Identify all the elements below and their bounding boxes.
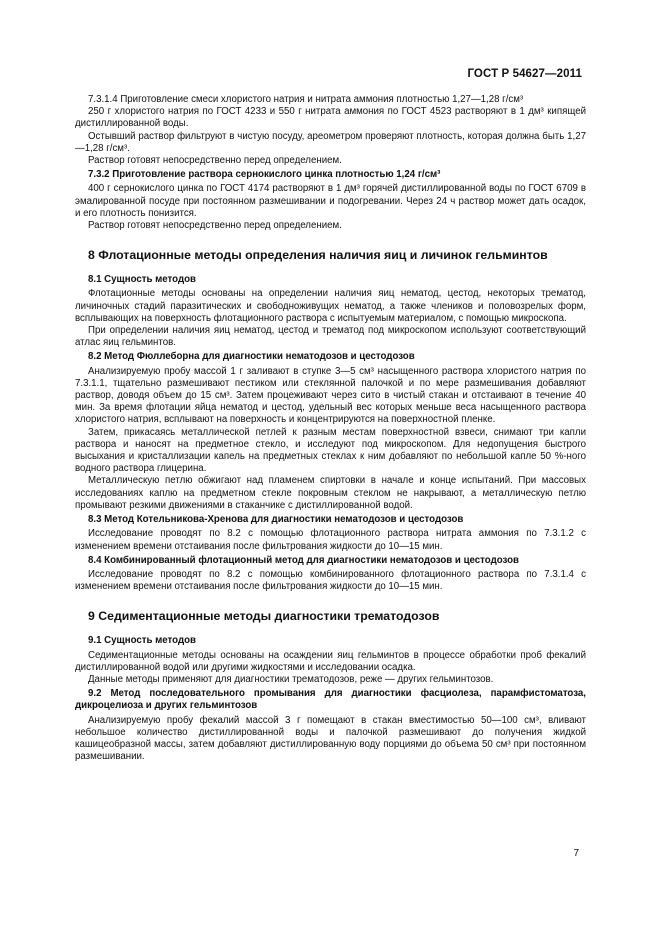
page-number: 7 <box>573 848 579 859</box>
paragraph: Флотационные методы основаны на определении наличия яиц нематод, цестод, некоторых трематод, личиночных стадий паразитических и свободноживущих нематод, а также члеников и половозрелых форм, всплывающих на поверхность флотационного раствора с испытуемым материалом, с помощью микроскопа. <box>75 288 586 324</box>
paragraph: 400 г сернокислого цинка по ГОСТ 4174 растворяют в 1 дм³ горячей дистиллированной воды по ГОСТ 6709 в эмалированной посуде при постоянном размешивании и подогревании. Через 24 ч раствор может дать осадок, и его плотность понизится. <box>75 183 586 219</box>
subsection-heading: 8.2 Метод Фюллеборна для диагностики нематодозов и цестодозов <box>88 351 415 363</box>
paragraph: 7.3.1.4 Приготовление смеси хлористого натрия и нитрата аммония плотностью 1,27—1,28 г/см³ <box>88 94 524 105</box>
paragraph: Исследование проводят по 8.2 с помощью флотационного раствора нитрата аммония по 7.3.1.2 с изменением времени отстаивания после фильтрования жидкости до 10—15 мин. <box>75 528 586 552</box>
paragraph: Исследование проводят по 8.2 с помощью комбинированного флотационного раствора по 7.3.1.4 с изменением времени отстаивания после фильтрования жидкости до 10—15 мин. <box>75 568 586 593</box>
subsection-heading: 8.3 Метод Котельникова-Хренова для диагностики нематодозов и цестодозов <box>88 514 464 526</box>
paragraph: Данные методы применяют для диагностики трематодозов, реже — других гельминтозов. <box>88 673 494 685</box>
section-heading: 9 Седиментационные методы диагностики трематодозов <box>88 609 440 624</box>
section-heading: 8 Флотационные методы определения наличия яиц и личинок гельминтов <box>88 248 548 263</box>
subsection-heading: 9.2 Метод последовательного промывания для диагностики фасциолеза, парамфистоматоза, дикроцелиоза и других гельминтозов <box>75 688 586 712</box>
paragraph: Раствор готовят непосредственно перед определением. <box>88 220 342 232</box>
document-header: ГОСТ Р 54627—2011 <box>467 68 582 80</box>
paragraph: Раствор готовят непосредственно перед определением. <box>88 155 342 167</box>
paragraph: Остывший раствор фильтруют в чистую посуду, ареометром проверяют плотность, которая должна быть 1,27—1,28 г/см³. <box>75 130 586 154</box>
paragraph: При определении наличия яиц нематод, цестод и трематод под микроскопом используют соответствующий атлас яиц гельминтов. <box>75 325 586 349</box>
subsection-heading: 9.1 Сущность методов <box>88 635 196 647</box>
paragraph: Седиментационные методы основаны на осаждении яиц гельминтов в процессе обработки проб фекалий дистиллированной водой или другими жидкостями и исследовании осадка. <box>75 649 586 673</box>
paragraph: Анализируемую пробу массой 1 г заливают в ступке 3—5 см³ насыщенного раствора хлористого натрия по 7.3.1.1, тщательно размешивают пестиком или стеклянной палочкой и по мере размешивания добавляют раствор, доводя объем до 15 см³. Затем процеживают через сито в чистый стакан и отстаивают в течение 40 мин. За время флотации яйца нематод и цестод, удельный вес которых меньше веса насыщенного раствора хлористого натрия, всплывают на поверхность и концентрируются на поверхностной пленке. <box>75 365 586 426</box>
subsection-heading: 8.1 Сущность методов <box>88 274 196 286</box>
paragraph: Металлическую петлю обжигают над пламенем спиртовки в начале и конце испытаний. При массовых исследованиях каплю на предметном стекле покровным стеклом не накрывают, а металлическую петлю промывают резкими движениями в стаканчике с дистиллированной водой. <box>75 475 586 511</box>
paragraph: 250 г хлористого натрия по ГОСТ 4233 и 550 г нитрата аммония по ГОСТ 4523 растворяют в 1 дм³ кипящей дистиллированной воды. <box>75 106 586 130</box>
page-content <box>75 94 586 763</box>
paragraph: Анализируемую пробу фекалий массой 3 г помещают в стакан вместимостью 50—100 см³, вливают небольшое количество дистиллированной воды и палочкой размешивают до получения жидкой кашицеобразной массы, затем добавляют дистиллированную воду порциями до объема 50 см³ при постоянном размешивании. <box>75 714 586 763</box>
paragraph: Затем, прикасаясь металлической петлей к разным местам поверхностной взвеси, снимают три капли раствора и наносят на предметное стекло, и исследуют под микроскопом. Для недопущения быстрого высыхания и кристаллизации капель на предметных стеклах к ним добавляют по небольшой капле 50 %-ного водного раствора глицерина. <box>75 426 586 475</box>
subsection-heading: 7.3.2 Приготовление раствора сернокислого цинка плотностью 1,24 г/см³ <box>88 169 441 181</box>
subsection-heading: 8.4 Комбинированный флотационный метод для диагностики нематодозов и цестодозов <box>88 554 519 566</box>
